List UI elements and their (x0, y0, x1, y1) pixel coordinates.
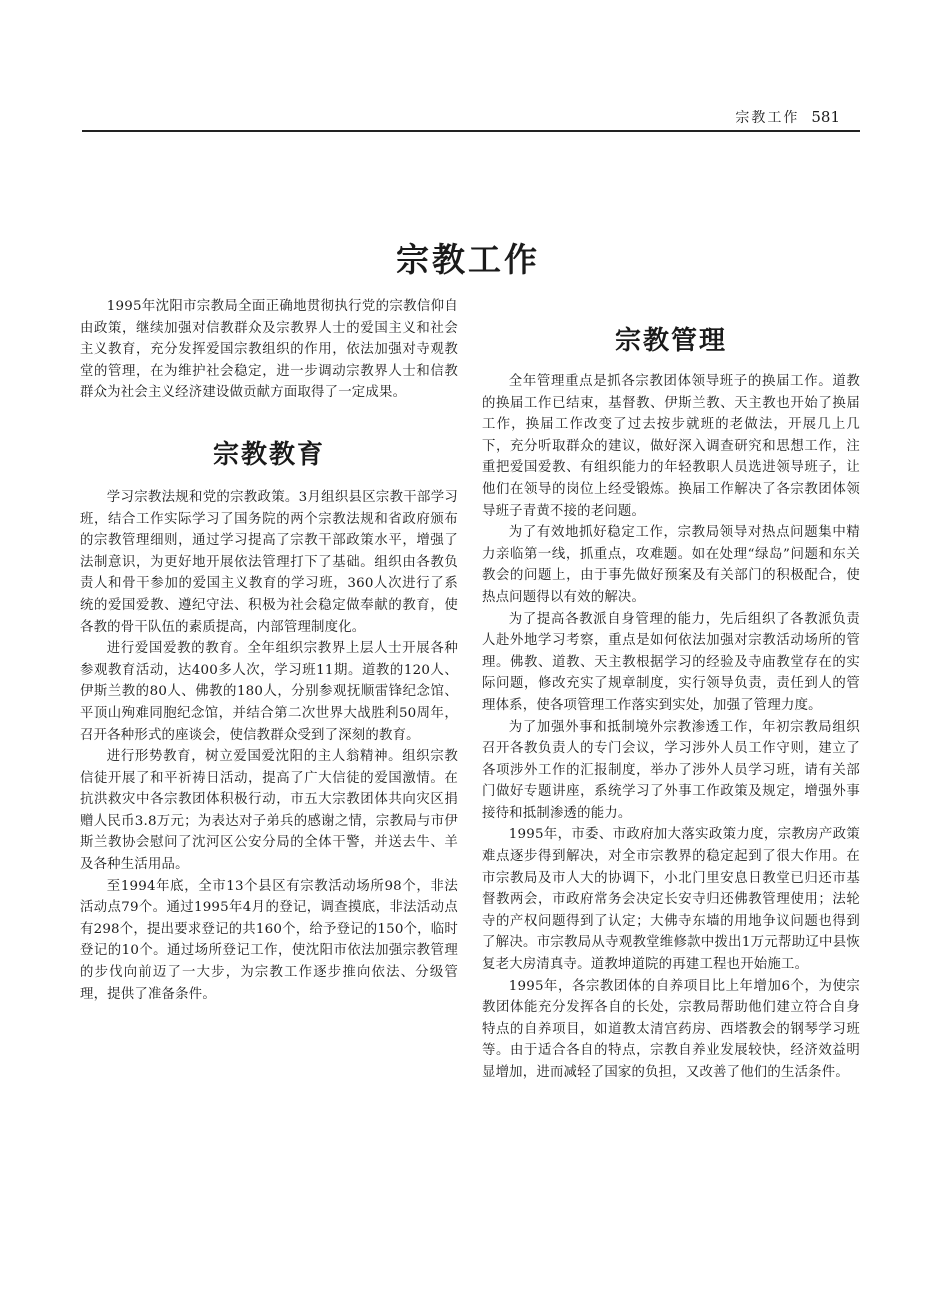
management-paragraph-5: 1995年，市委、市政府加大落实政策力度，宗教房产政策难点逐步得到解决，对全市宗教界的稳定起到了很大作用。在市宗教局及市人大的协调下，小北门里安息日教堂已归还市基督教两会，市政府常务会决定长安寺归还佛教管理使用；法轮寺的产权问题得到了认定；大佛寺东墙的用地争议问题也得到了解决。市宗教局从寺观教堂维修款中拨出1万元帮助辽中县恢复老大房清真寺。道教坤道院的再建工程也开始施工。 (482, 827, 860, 973)
header-rule (82, 130, 860, 132)
education-paragraph-1: 学习宗教法规和党的宗教政策。3月组织县区宗教干部学习班，结合工作实际学习了国务院的两个宗教法规和省政府颁布的宗教管理细则，通过学习提高了宗教干部政策水平，增强了法制意识，为更好地开展依法管理打下了基础。组织由各教负责人和骨干参加的爱国主义教育的学习班，360人次进行了系统的爱国爱教、遵纪守法、积极为社会稳定做奉献的教育，使各教的骨干队伍的素质提高，内部管理制度化。 (80, 489, 458, 635)
management-paragraph-6: 1995年，各宗教团体的自养项目比上年增加6个，为使宗教团体能充分发挥各自的长处，宗教局帮助他们建立符合自身特点的自养项目，如道教太清宫药房、西塔教会的钢琴学习班等。由于适合各自的特点，宗教自养业发展较快，经济效益明显增加，进而减轻了国家的负担，又改善了他们的生活条件。 (482, 978, 860, 1080)
management-paragraph-4: 为了加强外事和抵制境外宗教渗透工作，年初宗教局组织召开各教负责人的专门会议，学习涉外人员工作守则，建立了各项涉外工作的汇报制度，举办了涉外人员学习班，请有关部门做好专题讲座，系统学习了外事工作政策及规定，增强外事接待和抵制渗透的能力。 (482, 719, 860, 821)
section-heading-management: 宗教管理 (614, 326, 727, 356)
right-column (482, 320, 860, 1084)
left-column (80, 296, 458, 1005)
page-title: 宗教工作 (396, 240, 540, 280)
education-paragraph-4: 至1994年底，全市13个县区有宗教活动场所98个，非法活动点79个。通过1995年4月的登记，调查摸底，非法活动点有298个，提出要求登记的共160个，给予登记的150个，临时登记的10个。通过场所登记工作，使沈阳市依法加强宗教管理的步伐向前迈了一大步，为宗教工作逐步推向依法、分级管理，提供了准备条件。 (80, 878, 458, 1002)
management-paragraph-2: 为了有效地抓好稳定工作，宗教局领导对热点问题集中精力亲临第一线，抓重点，攻难题。如在处理“绿岛”问题和东关教会的问题上，由于事先做好预案及有关部门的积极配合，使热点问题得以有效的解决。 (482, 525, 860, 605)
intro-paragraph: 1995年沈阳市宗教局全面正确地贯彻执行党的宗教信仰自由政策，继续加强对信教群众及宗教界人士的爱国主义和社会主义教育，充分发挥爱国宗教组织的作用，依法加强对寺观教堂的管理，在为维护社会稳定，进一步调动宗教界人士和信教群众为社会主义经济建设做贡献方面取得了一定成果。 (80, 299, 458, 401)
management-paragraph-1: 全年管理重点是抓各宗教团体领导班子的换届工作。道教的换届工作已结束，基督教、伊斯兰教、天主教也开始了换届工作，换届工作改变了过去按步就班的老做法，开展几上几下，充分听取群众的建议，做好深入调查研究和思想工作，注重把爱国爱教、有组织能力的年轻教职人员选进领导班子，让他们在领导的岗位上经受锻炼。换届工作解决了各宗教团体领导班子青黄不接的老问题。 (482, 374, 860, 519)
running-header-section: 宗教工作 (735, 110, 800, 126)
running-header (735, 107, 840, 127)
education-paragraph-3: 进行形势教育，树立爱国爱沈阳的主人翁精神。组织宗教信徒开展了和平祈祷日活动，提高了广大信徒的爱国激情。在抗洪救灾中各宗教团体积极行动，市五大宗教团体共向灾区捐赠人民币3.8万元；为表达对子弟兵的感谢之情，宗教局与市伊斯兰教协会慰问了沈河区公安分局的全体干警，并送去牛、羊及各种生活用品。 (80, 749, 458, 873)
section-heading-education: 宗教教育 (212, 439, 325, 470)
page-number: 581 (811, 108, 840, 126)
management-paragraph-3: 为了提高各教派自身管理的能力，先后组织了各教派负责人赴外地学习考察，重点是如何依法加强对宗教活动场所的管理。佛教、道教、天主教根据学习的经验及寺庙教堂存在的实际问题，修改充实了规章制度，实行领导负责，责任到人的管理体系，使各项管理工作落实到实处，加强了管理力度。 (482, 611, 860, 713)
education-paragraph-2: 进行爱国爱教的教育。全年组织宗教界上层人士开展各种参观教育活动，达400多人次，学习班11期。道教的120人、伊斯兰教的80人、佛教的180人，分别参观抚顺雷锋纪念馆、平顶山殉难同胞纪念馆，并结合第二次世界大战胜利50周年，召开各种形式的座谈会，使信教群众受到了深刻的教育。 (80, 641, 458, 743)
